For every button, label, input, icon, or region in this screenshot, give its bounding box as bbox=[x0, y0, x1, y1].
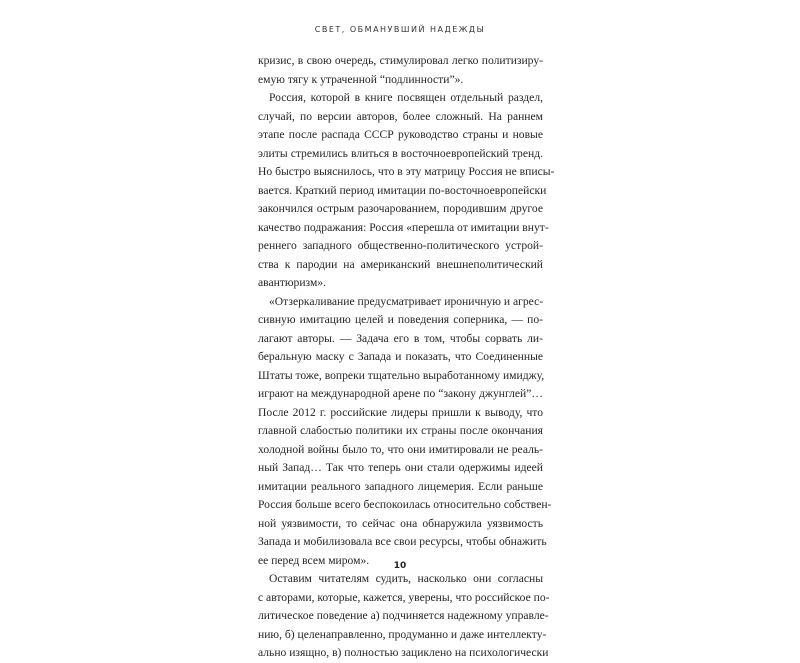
text-line: Штаты тоже, вопреки тщательно выработанному имиджу, bbox=[258, 368, 545, 382]
text-line: играют на международной арене по “закону джунглей”… bbox=[258, 387, 543, 400]
text-line: литическое поведение а) подчиняется надежному управле- bbox=[258, 609, 549, 622]
text-line: Но быстро выяснилось, что в эту матрицу Россия не вписы- bbox=[258, 165, 555, 178]
text-line: Запада и мобилизовала все свои ресурсы, чтобы обнажить bbox=[258, 535, 547, 548]
text-line: Россия больше всего беспокоилась относительно собствен- bbox=[258, 498, 552, 511]
text-line: главной слабостью политики их страны после окончания bbox=[258, 424, 543, 437]
text-line: «Отзеркаливание предусматривает ироничную и агрес- bbox=[269, 294, 544, 308]
paragraph bbox=[258, 52, 543, 89]
text-line: кризис, в свою очередь, стимулировал легко политизиру- bbox=[258, 54, 543, 67]
paragraph bbox=[258, 570, 550, 663]
text-line: холодной войны было то, что они имитировали не реаль- bbox=[258, 442, 543, 456]
text-line: реннего западного общественно-политического устрой- bbox=[258, 239, 543, 252]
text-line: закончился острым разочарованием, породившим другое bbox=[258, 202, 543, 215]
text-line: авантюризм». bbox=[258, 276, 326, 289]
text-line: лагают авторы. — Задача его в том, чтобы сорвать ли- bbox=[258, 331, 543, 345]
text-line: этапе после распада СССР руководство страны и новые bbox=[258, 128, 543, 141]
paragraph bbox=[258, 89, 555, 293]
text-line: нию, б) целенаправленно, продуманно и даже интеллекту- bbox=[258, 627, 547, 641]
text-line: качество подражания: Россия «перешла от имитации внут- bbox=[258, 220, 549, 234]
text-line: беральную маску с Запада и показать, что Соединенные bbox=[258, 350, 543, 363]
paragraph bbox=[258, 293, 552, 571]
text-line: элиты стремились влиться в восточноевропейский тренд. bbox=[258, 146, 543, 160]
text-line: случай, по версии авторов, более сложный. На раннем bbox=[258, 109, 543, 123]
text-line: емую тягу к утраченной “подлинности”». bbox=[258, 72, 464, 86]
text-line: вается. Краткий период имитации по-восточноевропейски bbox=[258, 183, 547, 197]
text-line: После 2012 г. российские лидеры пришли к выводу, что bbox=[258, 405, 543, 419]
text-line: ной уязвимости, то сейчас она обнаружила уязвимость bbox=[258, 516, 543, 530]
text-line: с авторами, которые, кажется, уверены, что российское по- bbox=[258, 590, 550, 604]
text-line: сивную имитацию целей и поведения соперника, — по- bbox=[258, 313, 543, 326]
page-number: 10 bbox=[393, 561, 407, 571]
text-line: Россия, которой в книге посвящен отдельный раздел, bbox=[269, 91, 543, 104]
running-header: СВЕТ, ОБМАНУВШИЙ НАДЕЖДЫ bbox=[314, 25, 486, 34]
text-line: ально изящно, в) полностью зациклено на психологически bbox=[258, 646, 549, 659]
text-line: ства к пародии на американский внешнеполитический bbox=[258, 257, 543, 271]
text-line: ный Запад… Так что теперь они стали одержимы идеей bbox=[258, 461, 543, 474]
text-line: имитации реального западного лицемерия. Если раньше bbox=[258, 479, 543, 493]
text-line: ее перед всем миром». bbox=[258, 553, 370, 567]
text-line: Оставим читателям судить, насколько они согласны bbox=[269, 572, 543, 585]
